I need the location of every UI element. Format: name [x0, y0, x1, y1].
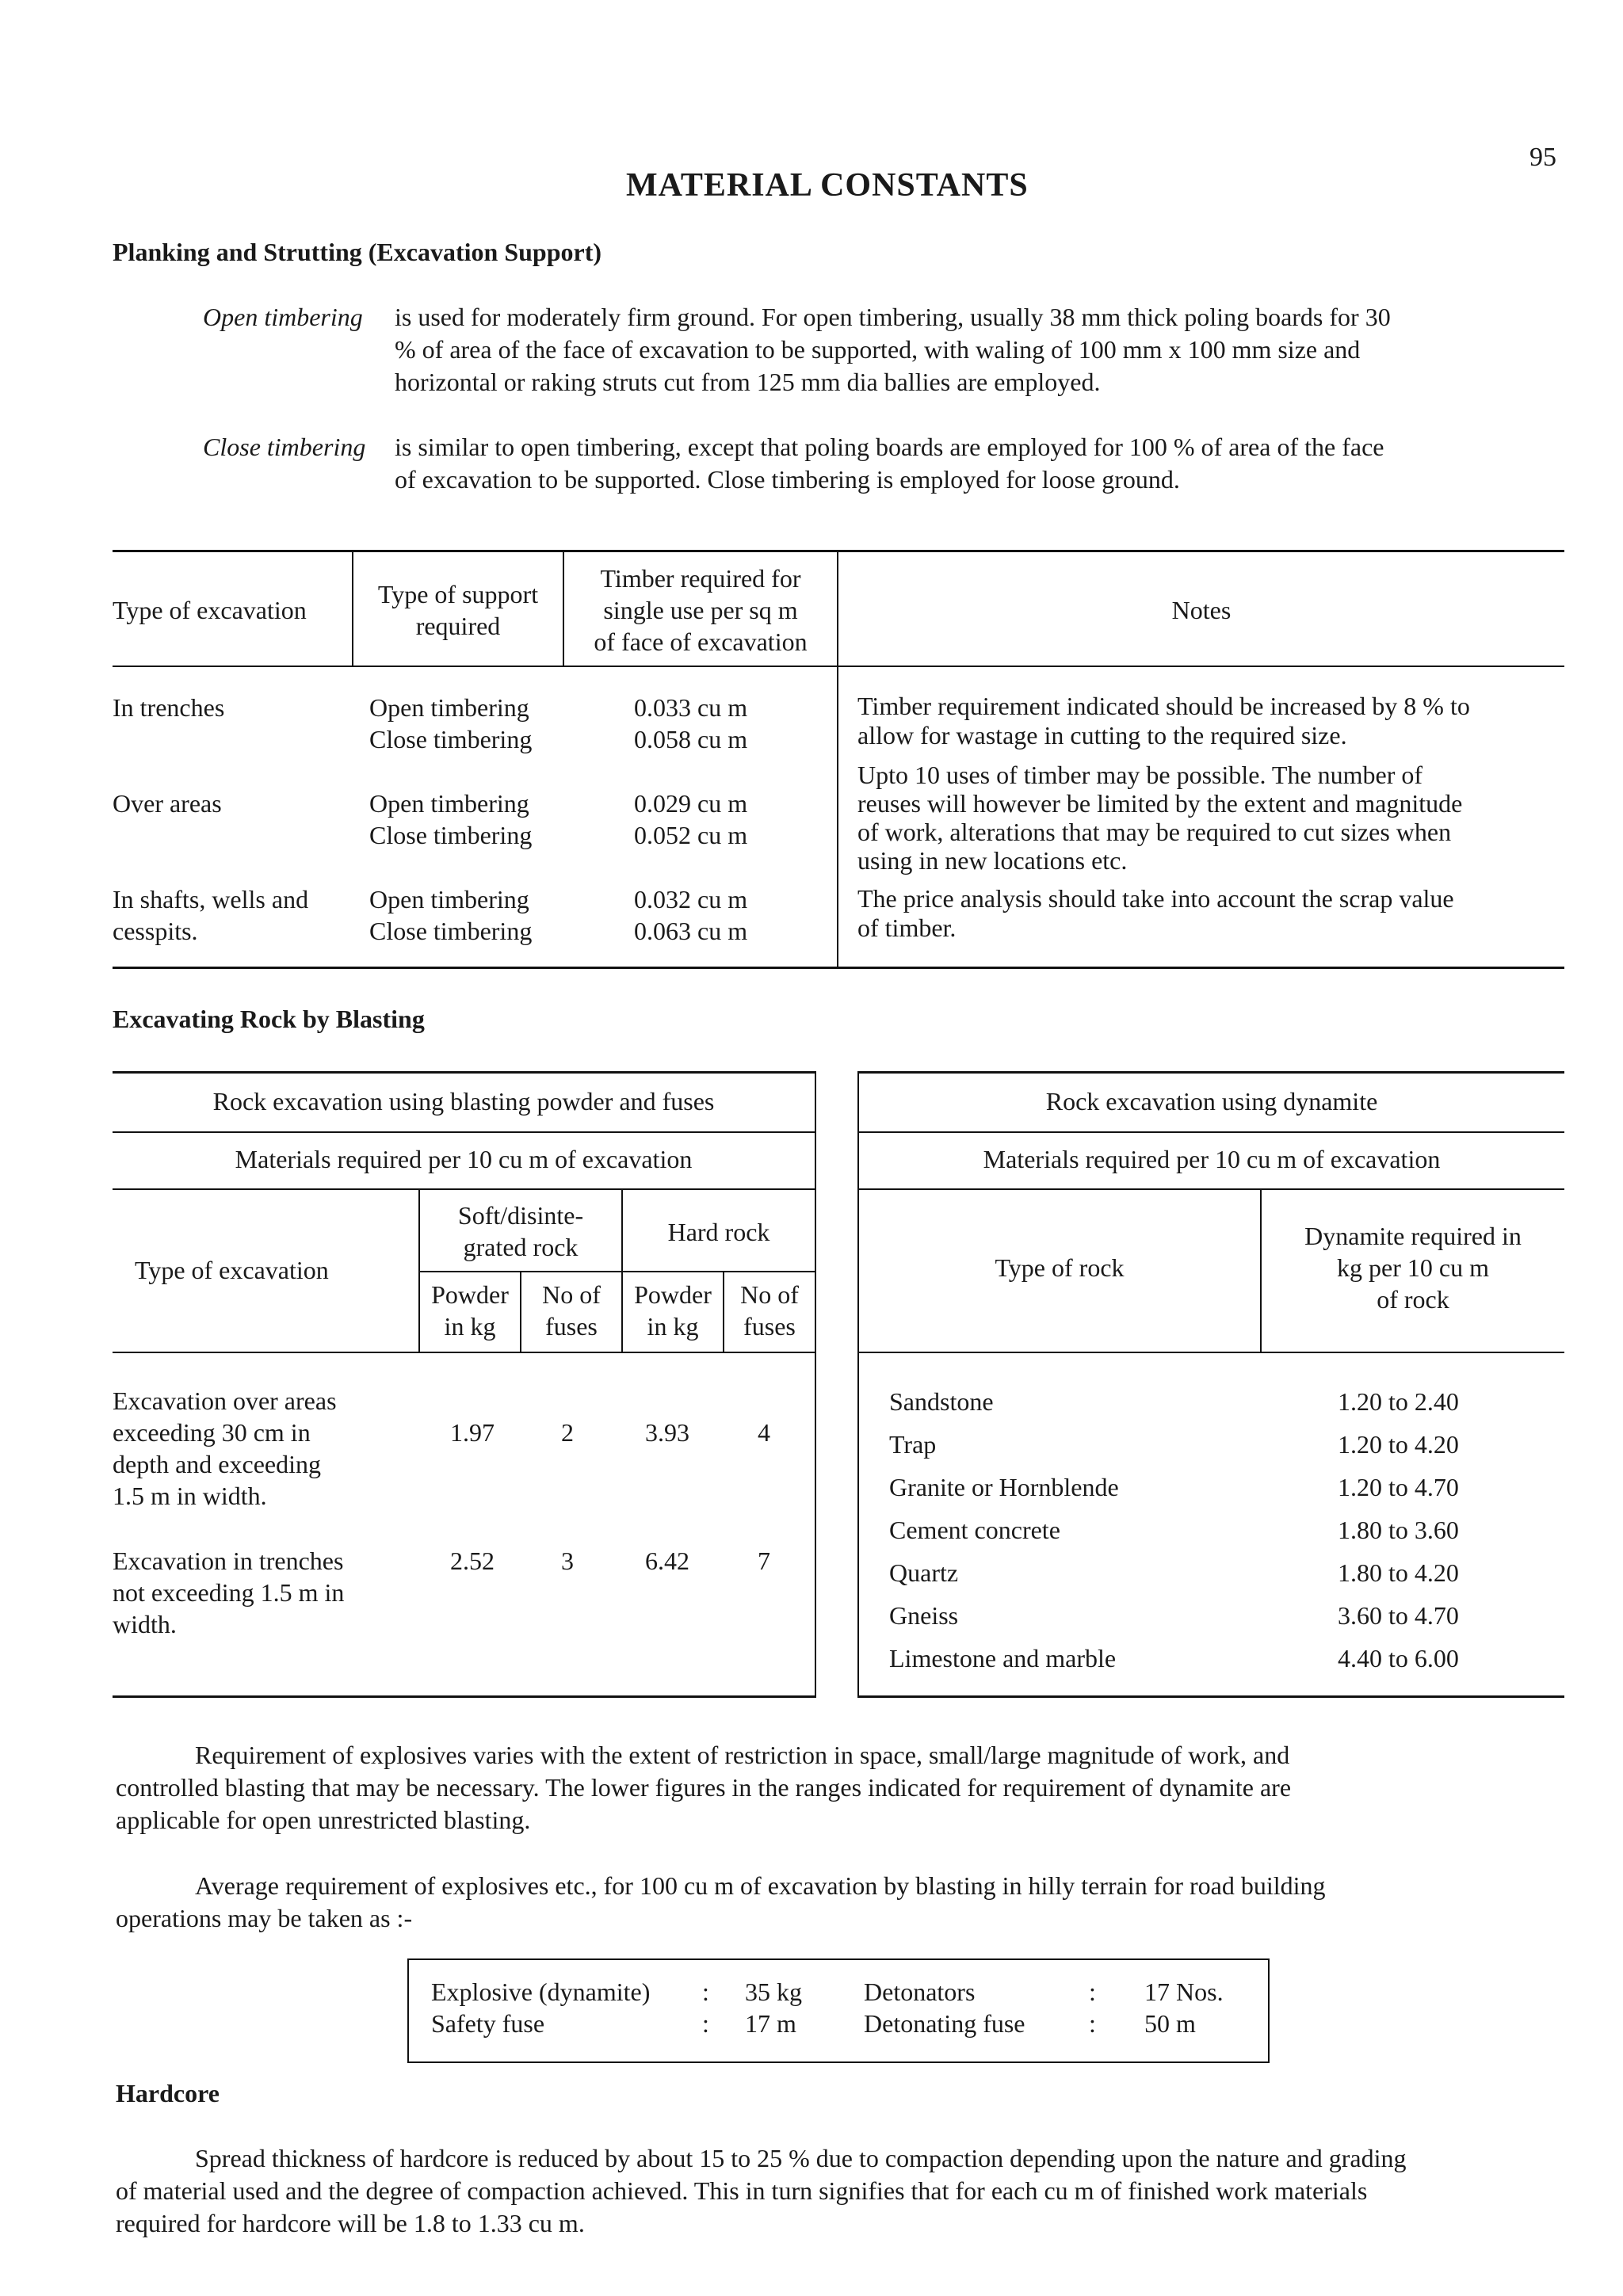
row1-soft-powder: 1.97: [450, 1418, 495, 1447]
th-timber-required: Timber required for single use per sq m of face of excavation: [594, 564, 808, 656]
powder-col-hard: Hard rock: [667, 1218, 770, 1246]
th-type-of-support: Type of support required: [377, 580, 539, 640]
list-item: Sandstone: [889, 1387, 994, 1416]
table-row-shafts-timber: 0.032 cu m 0.063 cu m: [634, 885, 748, 945]
table-row-trenches-timber: 0.033 cu m 0.058 cu m: [634, 693, 748, 753]
dynamite-table-subtitle: Materials required per 10 cu m of excavation: [983, 1145, 1441, 1173]
list-item: 4.40 to 6.00: [1338, 1644, 1459, 1672]
box-label-detonating-fuse: Detonating fuse: [864, 2009, 1025, 2038]
row1-soft-fuses: 2: [561, 1418, 574, 1447]
close-line-2: of excavation to be supported. Close timbering is employed for loose ground.: [395, 465, 1180, 494]
close-timbering-term: Close timbering: [203, 433, 366, 461]
list-item: 1.20 to 4.70: [1338, 1473, 1459, 1501]
open-timbering-term: Open timbering: [203, 303, 363, 331]
dynamite-col-required: Dynamite required in kg per 10 cu m of rock: [1304, 1222, 1522, 1314]
list-item: 1.20 to 2.40: [1338, 1387, 1459, 1416]
page-title: MATERIAL CONSTANTS: [626, 167, 1029, 204]
hardcore-paragraph: Spread thickness of hardcore is reduced by about 15 to 25 % due to compaction depending upon the nature and grading of material used and the degree of compaction achieved. This in turn signifies that for each cu m of finished work materials required for hardcore will be 1.8 to 1.33 cu m.: [116, 2144, 1407, 2237]
row1-hard-powder: 3.93: [645, 1418, 689, 1447]
powder-table-title: Rock excavation using blasting powder and fuses: [212, 1087, 715, 1116]
page-number: 95: [1529, 143, 1556, 172]
hardcore-heading: Hardcore: [116, 2079, 220, 2107]
list-item: Granite or Hornblende: [889, 1473, 1119, 1501]
list-item: 1.80 to 3.60: [1338, 1516, 1459, 1544]
box-value-detonators: 17 Nos.: [1144, 1978, 1224, 2006]
row2-hard-powder: 6.42: [645, 1547, 689, 1575]
list-item: Gneiss: [889, 1601, 959, 1630]
timber-table-top-rule: [113, 550, 1564, 552]
box-value-explosive: 35 kg: [745, 1978, 802, 2006]
close-timbering-definition: [203, 431, 1566, 502]
table-row-areas-type: Over areas: [113, 789, 222, 818]
box-value-detonating-fuse: 50 m: [1144, 2009, 1196, 2038]
list-item: 3.60 to 4.70: [1338, 1601, 1459, 1630]
open-line-3: horizontal or raking struts cut from 125 mm dia ballies are employed.: [395, 368, 1101, 396]
soft-powder-header: Powder in kg: [431, 1280, 509, 1341]
note-3: The price analysis should take into account the scrap value of timber.: [857, 884, 1454, 942]
list-item: Trap: [889, 1430, 937, 1459]
row1-hard-fuses: 4: [758, 1418, 770, 1447]
list-item: 1.20 to 4.20: [1338, 1430, 1459, 1459]
close-line-1: is similar to open timbering, except that poling boards are employed for 100 % of area of the face: [395, 433, 1384, 461]
powder-table-subtitle: Materials required per 10 cu m of excavation: [235, 1145, 693, 1173]
hard-powder-header: Powder in kg: [634, 1280, 712, 1341]
table-row-areas-timber: 0.029 cu m 0.052 cu m: [634, 789, 748, 849]
open-line-1: is used for moderately firm ground. For open timbering, usually 38 mm thick poling boards for 30: [395, 303, 1391, 331]
explosives-summary-box: Explosive (dynamite) Safety fuse : : 35 kg 17 m Detonators Detonating fuse : : 17 Nos. 50 m: [407, 1958, 1270, 2063]
table-row-shafts-support: Open timbering Close timbering: [369, 885, 533, 945]
box-value-safety-fuse: 17 m: [745, 2009, 796, 2038]
table-row-areas-support: Open timbering Close timbering: [369, 789, 533, 849]
powder-col-type: Type of excavation: [135, 1256, 329, 1284]
list-item: Cement concrete: [889, 1516, 1060, 1544]
row2-soft-fuses: 3: [561, 1547, 574, 1575]
explosives-paragraph-2: Average requirement of explosives etc., for 100 cu m of excavation by blasting in hilly terrain for road building operations may be taken as :-: [116, 1871, 1326, 1932]
open-timbering-definition: [203, 301, 1566, 404]
th-type-of-excavation: Type of excavation: [113, 596, 307, 624]
list-item: Quartz: [889, 1558, 959, 1587]
hard-fuses-header: No of fuses: [740, 1280, 799, 1341]
blasting-heading: Excavating Rock by Blasting: [113, 1005, 425, 1033]
row2-soft-powder: 2.52: [450, 1547, 495, 1575]
table-row-trenches: Excavation in trenches not exceeding 1.5 m in width.: [113, 1547, 345, 1638]
explosives-paragraph-1: Requirement of explosives varies with the extent of restriction in space, small/large magnitude of work, and controlled blasting that may be necessary. The lower figures in the ranges indicated for requirement of dynamite are applicable for open unrestricted blasting.: [116, 1741, 1292, 1834]
list-item: 1.80 to 4.20: [1338, 1558, 1459, 1587]
soft-fuses-header: No of fuses: [542, 1280, 601, 1341]
table-row-trenches-type: In trenches: [113, 693, 225, 722]
table-row-shafts-type: In shafts, wells and cesspits.: [113, 885, 309, 945]
dynamite-col-rock: Type of rock: [995, 1253, 1125, 1282]
box-label-safety-fuse: Safety fuse: [431, 2009, 545, 2038]
timber-table-header-rule: [113, 666, 1564, 667]
dynamite-table-title: Rock excavation using dynamite: [1045, 1087, 1378, 1116]
open-line-2: % of area of the face of excavation to be supported, with waling of 100 mm x 100 mm size and: [395, 335, 1361, 364]
table-row-trenches-support: Open timbering Close timbering: [369, 693, 533, 753]
list-item: Limestone and marble: [889, 1644, 1117, 1672]
th-notes: Notes: [1171, 596, 1232, 624]
timber-table-bottom-rule: [113, 967, 1564, 969]
planking-heading: Planking and Strutting (Excavation Support): [113, 238, 602, 266]
row2-hard-fuses: 7: [758, 1547, 770, 1575]
table-row-areas: Excavation over areas exceeding 30 cm in depth and exceeding 1.5 m in width.: [113, 1386, 337, 1510]
box-label-explosive: Explosive (dynamite): [431, 1978, 651, 2006]
powder-col-soft: Soft/disinte- grated rock: [457, 1201, 584, 1261]
dynamite-rock-list: [889, 1380, 1119, 1680]
box-label-detonators: Detonators: [864, 1978, 976, 2006]
note-1: Timber requirement indicated should be increased by 8 % to allow for wastage in cutting to the required size.: [857, 692, 1470, 749]
note-2: Upto 10 uses of timber may be possible. The number of reuses will however be limited by the extent and magnitude of work, alterations that may be required to cut sizes when using in new locations etc.: [857, 761, 1463, 875]
dynamite-range-list: [1338, 1380, 1459, 1680]
